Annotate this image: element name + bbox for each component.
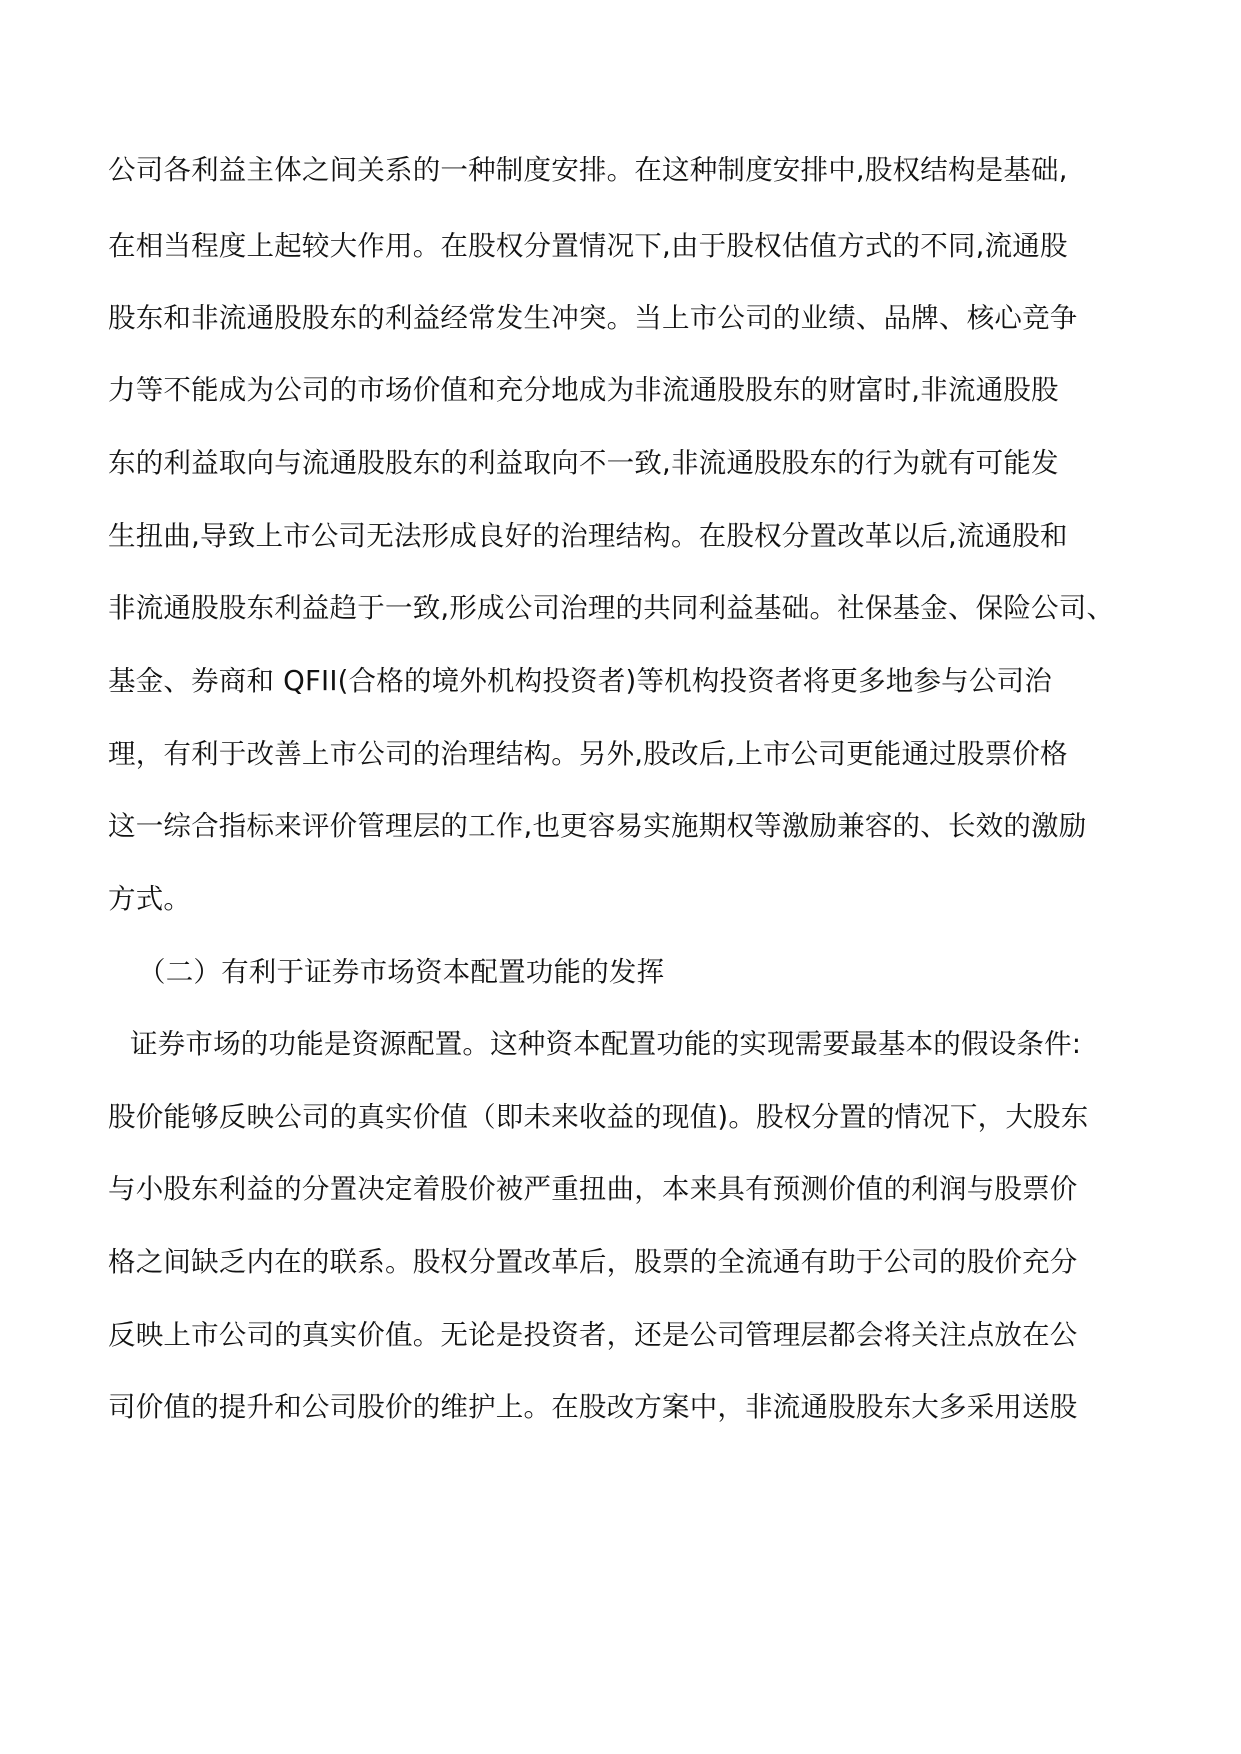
section-heading: （二）有利于证券市场资本配置功能的发挥 <box>138 956 665 988</box>
body-text-line: 司价值的提升和公司股价的维护上。在股改方案中，非流通股股东大多采用送股 <box>108 1391 1078 1423</box>
body-text-line: 这一综合指标来评价管理层的工作,也更容易实施期权等激励兼容的、长效的激励 <box>108 810 1087 842</box>
body-text-line: 股东和非流通股股东的利益经常发生冲突。当上市公司的业绩、品牌、核心竞争 <box>108 302 1078 334</box>
body-text-line: 反映上市公司的真实价值。无论是投资者，还是公司管理层都会将关注点放在公 <box>108 1319 1078 1351</box>
body-text-line: 非流通股股东利益趋于一致,形成公司治理的共同利益基础。社保基金、保险公司、 <box>108 592 1115 624</box>
body-text-line: 生扭曲,导致上市公司无法形成良好的治理结构。在股权分置改革以后,流通股和 <box>108 520 1068 552</box>
body-text-line: 方式。 <box>108 883 192 915</box>
body-text-line: 股价能够反映公司的真实价值（即未来收益的现值)。股权分置的情况下，大股东 <box>108 1101 1089 1133</box>
body-text-line: 力等不能成为公司的市场价值和充分地成为非流通股股东的财富时,非流通股股 <box>108 374 1059 406</box>
body-text-line: 东的利益取向与流通股股东的利益取向不一致,非流通股股东的行为就有可能发 <box>108 447 1059 479</box>
body-text-line: 在相当程度上起较大作用。在股权分置情况下,由于股权估值方式的不同,流通股 <box>108 230 1068 262</box>
body-text-line: 基金、券商和 QFII(合格的境外机构投资者)等机构投资者将更多地参与公司治 <box>108 665 1052 697</box>
body-text-line: 公司各利益主体之间关系的一种制度安排。在这种制度安排中,股权结构是基础, <box>108 154 1068 186</box>
body-text-line: 证券市场的功能是资源配置。这种资本配置功能的实现需要最基本的假设条件: <box>130 1028 1082 1060</box>
body-text-line: 与小股东利益的分置决定着股价被严重扭曲，本来具有预测价值的利润与股票价 <box>108 1173 1078 1205</box>
body-text-line: 格之间缺乏内在的联系。股权分置改革后，股票的全流通有助于公司的股价充分 <box>108 1246 1078 1278</box>
body-text-line: 理，有利于改善上市公司的治理结构。另外,股改后,上市公司更能通过股票价格 <box>108 738 1068 770</box>
